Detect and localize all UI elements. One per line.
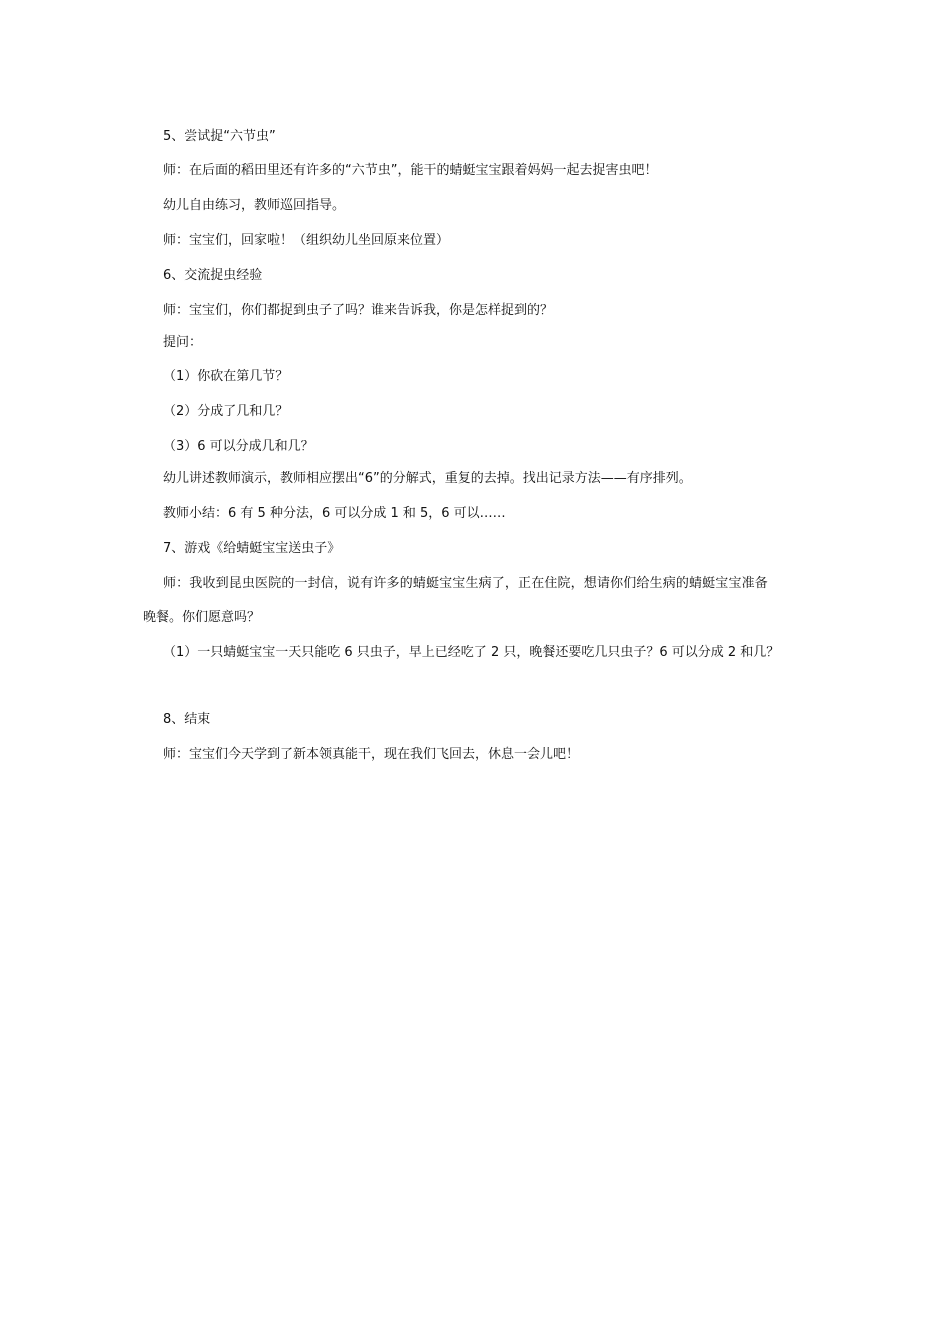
teacher-line: 师：宝宝们，你们都捉到虫子了吗？谁来告诉我，你是怎样捉到的？ [163, 303, 554, 318]
activity-note: 幼儿自由练习，教师巡回指导。 [163, 198, 346, 213]
section-heading-5: 5、尝试捉“六节虫” [163, 129, 276, 144]
section-heading-8: 8、结束 [163, 712, 211, 727]
activity-note: 幼儿讲述教师演示，教师相应摆出“6”的分解式，重复的去掉。找出记录方法——有序排列。 [163, 471, 692, 486]
section-heading-7: 7、游戏《给蜻蜓宝宝送虫子》 [163, 541, 341, 556]
teacher-line: 师：宝宝们今天学到了新本领真能干，现在我们飞回去，休息一会儿吧！ [163, 747, 580, 762]
teacher-line-continued: 晚餐。你们愿意吗？ [143, 610, 261, 625]
question-item: （3）6 可以分成几和几？ [163, 439, 314, 454]
section-heading-6: 6、交流捉虫经验 [163, 268, 263, 283]
question-item: （1）你砍在第几节？ [163, 369, 289, 384]
question-label: 提问： [163, 335, 203, 350]
question-item: （2）分成了几和几？ [163, 404, 289, 419]
teacher-line: 师：在后面的稻田里还有许多的“六节虫”，能干的蜻蜓宝宝跟着妈妈一起去捉害虫吧！ [163, 163, 658, 178]
teacher-line: 师：我收到昆虫医院的一封信，说有许多的蜻蜓宝宝生病了，正在住院，想请你们给生病的蜻蜓宝宝准备 [163, 576, 768, 591]
teacher-line: 师：宝宝们，回家啦！（组织幼儿坐回原来位置） [163, 233, 450, 248]
question-item: （1）一只蜻蜓宝宝一天只能吃 6 只虫子，早上已经吃了 2 只，晚餐还要吃几只虫子？6 可以分成 2 和几？ [163, 645, 780, 660]
teacher-summary: 教师小结：6 有 5 种分法，6 可以分成 1 和 5，6 可以…… [163, 506, 506, 521]
